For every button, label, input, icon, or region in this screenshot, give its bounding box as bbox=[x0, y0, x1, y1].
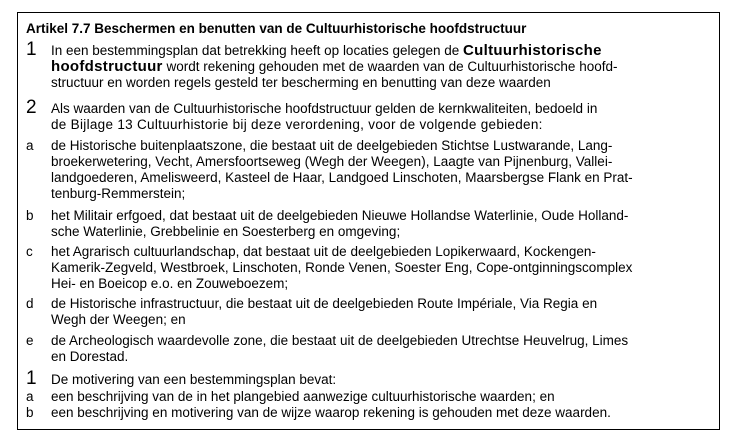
item-text bbox=[51, 389, 711, 405]
item-marker: 1 bbox=[26, 368, 37, 389]
item-line: de Historische infrastructuur, die bestaat uit de deelgebieden Route Impériale, Via Regia en bbox=[51, 296, 598, 311]
item-text bbox=[51, 138, 711, 202]
item-marker: a bbox=[26, 389, 34, 404]
item-text bbox=[51, 208, 711, 240]
item-text bbox=[51, 101, 711, 133]
item-line: het Agrarisch cultuurlandschap, dat bestaat uit de deelgebieden Lopikerwaard, Kockengen- bbox=[51, 244, 596, 259]
item-marker: b bbox=[26, 208, 34, 223]
item-line: landgoederen, Amelisweerd, Kasteel de Haar, Landgoed Linschoten, Maarsbergse Flank en Prat- bbox=[51, 170, 633, 185]
item-marker: c bbox=[26, 244, 33, 259]
item-line-part: wordt rekening gehouden met de waarden van de Cultuurhistorische hoofd- bbox=[162, 59, 618, 74]
item-line: het Militair erfgoed, dat bestaat uit de deelgebieden Nieuwe Hollandse Waterlinie, Oude Holland- bbox=[51, 208, 629, 223]
item-line: sche Waterlinie, Grebbelinie en Soesterberg en omgeving; bbox=[51, 224, 401, 239]
item-line: Kamerik-Zegveld, Westbroek, Linschoten, Ronde Venen, Soester Eng, Cope-ontginningscomplex bbox=[51, 260, 633, 275]
item-marker: d bbox=[26, 296, 34, 311]
item-line: een beschrijving en motivering van de wijze waarop rekening is gehouden met deze waarden. bbox=[51, 405, 611, 420]
item-line: een beschrijving van de in het plangebied aanwezige cultuurhistorische waarden; en bbox=[51, 389, 555, 404]
item-marker: 2 bbox=[26, 97, 37, 118]
item-line: structuur en worden regels gesteld ter bescherming en benutting van deze waarden bbox=[51, 75, 551, 90]
item-text bbox=[51, 333, 711, 365]
item-line: de Bijlage 13 Cultuurhistorie bij deze verordening, voor de volgende gebieden: bbox=[51, 117, 543, 132]
item-line: de Archeologisch waardevolle zone, die bestaat uit de deelgebieden Utrechtse Heuvelrug, Limes bbox=[51, 333, 629, 348]
item-line: Wegh der Weegen; en bbox=[51, 312, 186, 327]
item-marker: 1 bbox=[26, 39, 37, 60]
item-line bbox=[51, 43, 711, 59]
item-marker: e bbox=[26, 333, 34, 348]
item-line bbox=[51, 59, 711, 75]
item-text bbox=[51, 405, 711, 421]
item-line-bold: Cultuurhistorische bbox=[463, 42, 602, 59]
item-line-bold: hoofdstructuur bbox=[51, 58, 163, 75]
item-marker: b bbox=[26, 405, 34, 420]
item-marker: a bbox=[26, 138, 34, 153]
item-text bbox=[51, 43, 711, 91]
item-line-part: In een bestemmingsplan dat betrekking heeft op locaties gelegen de bbox=[51, 43, 464, 58]
item-text bbox=[51, 296, 711, 328]
item-line: broekerwetering, Vecht, Amersfoortseweg (Wegh der Weegen), Laagte van Pijnenburg, Vallei- bbox=[51, 154, 613, 169]
item-text bbox=[51, 372, 711, 388]
article-title: Artikel 7.7 Beschermen en benutten van de Cultuurhistorische hoofdstructuur bbox=[26, 21, 527, 36]
item-line: De motivering van een bestemmingsplan bevat: bbox=[51, 372, 337, 387]
item-line: de Historische buitenplaatszone, die bestaat uit de deelgebieden Stichtse Lustwarande, Lang- bbox=[51, 138, 613, 153]
item-text bbox=[51, 244, 711, 292]
item-line: Als waarden van de Cultuurhistorische hoofdstructuur gelden de kernkwaliteiten, bedoeld in bbox=[51, 101, 598, 116]
item-line: Hei- en Boeicop e.o. en Zouweboezem; bbox=[51, 276, 289, 291]
item-line: en Dorestad. bbox=[51, 349, 129, 364]
item-line: tenburg-Remmerstein; bbox=[51, 186, 186, 201]
